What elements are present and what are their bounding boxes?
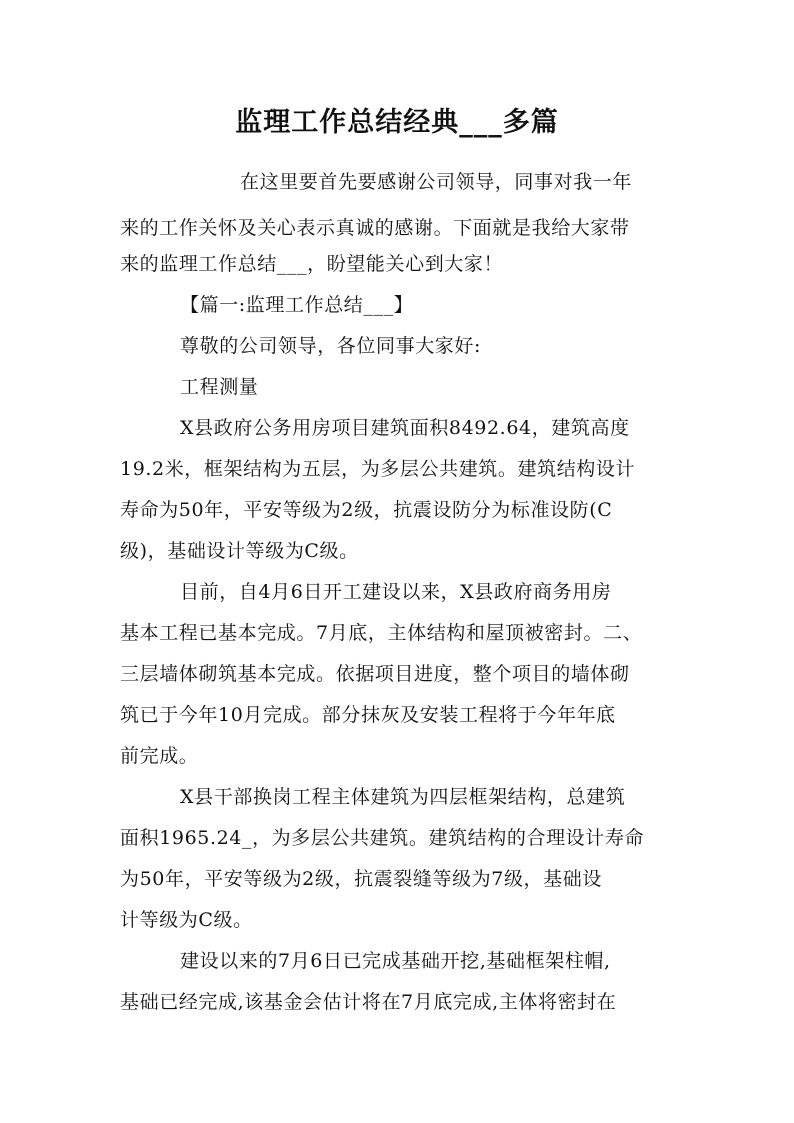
paragraph-line: 目前，自4月6日开工建设以来，X县政府商务用房 (180, 581, 612, 603)
paragraph-line: 建设以来的7月6日已完成基础开挖,基础框架柱帽, (180, 950, 611, 972)
document-title: 监理工作总结经典___多篇 (235, 107, 559, 138)
paragraph-line: 基本工程已基本完成。7月底，主体结构和屋顶被密封。二、 (120, 622, 643, 644)
paragraph-line: 计等级为C级。 (120, 909, 253, 931)
paragraph-line: 在这里要首先要感谢公司领导，同事对我一年 (240, 171, 633, 193)
paragraph-line: 来的监理工作总结___，盼望能关心到大家！ (120, 253, 504, 275)
paragraph-line: 级)，基础设计等级为C级。 (120, 540, 359, 562)
paragraph-line: X县干部换岗工程主体建筑为四层框架结构，总建筑 (180, 786, 626, 808)
paragraph-line: 三层墙体砌筑基本完成。依据项目进度，整个项目的墙体砌 (120, 663, 630, 685)
paragraph-line: 面积1965.24_，为多层公共建筑。建筑结构的合理设计寿命 (120, 827, 645, 849)
paragraph-line: 尊敬的公司领导，各位同事大家好: (180, 335, 482, 357)
section-heading: 【篇一:监理工作总结___】 (180, 294, 414, 316)
paragraph-line: 前完成。 (120, 745, 199, 767)
paragraph-line: 19.2米，框架结构为五层，为多层公共建筑。建筑结构设计 (120, 458, 636, 480)
paragraph-line: 为50年，平安等级为2级，抗震裂缝等级为7级，基础设 (120, 868, 602, 890)
paragraph-line: X县政府公务用房项目建筑面积8492.64，建筑高度 (180, 417, 630, 439)
paragraph-line: 寿命为50年，平安等级为2级，抗震设防分为标准设防(C (120, 499, 613, 521)
subsection-heading: 工程测量 (180, 376, 259, 398)
paragraph-line: 基础已经完成,该基金会估计将在7月底完成,主体将密封在 (120, 991, 617, 1013)
paragraph-line: 来的工作关怀及关心表示真诚的感谢。下面就是我给大家带 (120, 217, 630, 239)
paragraph-line: 筑已于今年10月完成。部分抹灰及安装工程将于今年年底 (120, 704, 616, 726)
